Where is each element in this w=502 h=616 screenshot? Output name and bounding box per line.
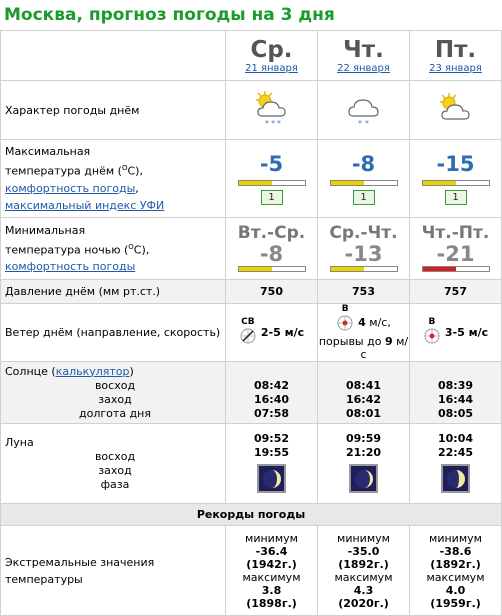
- sunrise-time: 08:41: [345, 378, 381, 392]
- record-max-value: 4.3: [353, 583, 374, 597]
- svg-text:*: *: [270, 118, 275, 128]
- gusts-value: 9: [384, 335, 393, 348]
- wind-row: [1, 304, 502, 362]
- weather-label: Характер погоды днём: [1, 81, 226, 140]
- record-min-label: минимум: [245, 531, 298, 545]
- day-header: [318, 31, 410, 81]
- wind-direction: В: [428, 317, 436, 327]
- wind-label: Ветер днём (направление, скорость): [1, 304, 226, 362]
- tmin-row: [1, 218, 502, 280]
- record-max-year: (1959г.): [430, 596, 481, 610]
- moonset-time: 19:55: [253, 446, 289, 459]
- day-name: Ср.: [250, 37, 293, 63]
- pressure-row: [1, 280, 502, 304]
- comfort-bar-fill: [331, 267, 364, 271]
- tmin-cell: [410, 218, 502, 280]
- comfort-badge: 1: [261, 190, 283, 205]
- extreme-label: [1, 526, 226, 616]
- moonrise-time: 10:04: [437, 432, 473, 445]
- record-min-value: -35.0: [347, 544, 380, 558]
- pressure-value: 757: [410, 280, 502, 304]
- record-min-year: (1942г.): [246, 557, 297, 571]
- cloud-sun-icon: [436, 89, 476, 129]
- record-min-label: минимум: [429, 531, 482, 545]
- pressure-label: Давление днём (мм рт.ст.): [1, 280, 226, 304]
- daylength-label: долгота дня: [79, 406, 151, 420]
- comfort-bar: [422, 266, 490, 272]
- sun-cell: [410, 362, 502, 424]
- moonset-label: заход: [98, 463, 132, 477]
- extreme-label-line2: температуры: [5, 572, 83, 586]
- tmin-label: [1, 218, 226, 280]
- tmax-cell: [318, 140, 410, 218]
- sun-cell: [226, 362, 318, 424]
- tmin-value: -8: [259, 241, 284, 266]
- uv-bar: [330, 180, 398, 186]
- tmax-cell: [410, 140, 502, 218]
- daylength-value: 07:58: [253, 406, 289, 420]
- sunset-label: заход: [98, 392, 132, 406]
- moonrise-label: восход: [94, 449, 136, 463]
- sun-title-end: ): [129, 364, 134, 378]
- moon-cell: [226, 424, 318, 504]
- cloud-snow-icon: [344, 89, 384, 129]
- sun-cell: [318, 362, 410, 424]
- sun-title: Солнце (: [5, 364, 56, 378]
- uv-bar: [238, 180, 306, 186]
- comfort-link[interactable]: комфортность погоды: [5, 260, 136, 274]
- tmin-cell: [318, 218, 410, 280]
- wind-speed: 3-5 м/с: [444, 326, 489, 339]
- wind-speed: 2-5 м/с: [260, 326, 305, 339]
- wind-speed: 4: [358, 316, 366, 329]
- wind-cell: [226, 304, 318, 362]
- moon-row: [1, 424, 502, 504]
- records-row: [1, 526, 502, 616]
- extreme-label-line1: Экстремальные значения: [5, 555, 155, 569]
- wind-cell: [318, 304, 410, 362]
- day-name: Пт.: [434, 37, 477, 63]
- records-cell: [226, 526, 318, 616]
- tmax-label: [1, 140, 226, 218]
- moon-phase-icon: [349, 464, 378, 493]
- moon-cell: [410, 424, 502, 504]
- uv-index-link[interactable]: максимальный индекс УФИ: [5, 198, 165, 212]
- uv-bar: [422, 180, 490, 186]
- tmax-cell: [226, 140, 318, 218]
- day-header: [226, 31, 318, 81]
- records-cell: [318, 526, 410, 616]
- moonset-time: 22:45: [437, 446, 473, 459]
- record-min-year: (1892г.): [430, 557, 481, 571]
- day-header-row: [1, 31, 502, 81]
- gusts-prefix: порывы до: [318, 335, 382, 348]
- tmin-value: -21: [436, 241, 475, 266]
- sunset-time: 16:40: [253, 392, 289, 406]
- moon-phase-icon: [441, 464, 470, 493]
- tmin-label-line1: Минимальная: [5, 223, 86, 237]
- day-header: [410, 31, 502, 81]
- sunrise-time: 08:39: [437, 378, 473, 392]
- moonrise-time: 09:59: [345, 432, 381, 445]
- record-max-label: максимум: [426, 570, 485, 584]
- record-max-year: (1898г.): [246, 596, 297, 610]
- weather-cell: [318, 81, 410, 140]
- svg-text:*: *: [357, 118, 362, 128]
- comfort-bar: [330, 266, 398, 272]
- svg-text:*: *: [364, 118, 369, 128]
- sun-row: [1, 362, 502, 424]
- comma: ,: [135, 181, 139, 195]
- record-max-value: 3.8: [261, 583, 282, 597]
- tmax-label-line2-end: C),: [127, 164, 143, 178]
- moon-cell: [318, 424, 410, 504]
- wind-compass-icon: [423, 327, 441, 345]
- tmax-value: -5: [259, 152, 284, 176]
- record-min-year: (1892г.): [338, 557, 389, 571]
- wind-compass-icon: [239, 327, 257, 345]
- records-header: Рекорды погоды: [1, 504, 502, 526]
- tmin-value: -13: [344, 241, 383, 266]
- degree-sign: O: [121, 164, 128, 173]
- daylength-value: 08:01: [345, 406, 381, 420]
- gusts-unit: м/с: [360, 335, 409, 361]
- tmax-label-line1: Максимальная: [5, 145, 91, 159]
- record-max-label: максимум: [334, 570, 393, 584]
- svg-text:*: *: [264, 118, 269, 128]
- tmin-cell: [226, 218, 318, 280]
- weather-cell: [410, 81, 502, 140]
- daylength-value: 08:05: [437, 406, 473, 420]
- comfort-link[interactable]: комфортность погоды: [5, 181, 136, 195]
- comfort-badge: 1: [445, 190, 467, 205]
- calculator-link[interactable]: калькулятор: [55, 364, 130, 378]
- record-max-year: (2020г.): [338, 596, 389, 610]
- wind-direction: СВ: [241, 317, 255, 327]
- sunrise-label: восход: [94, 378, 136, 392]
- day-name: Чт.: [343, 37, 384, 63]
- record-min-value: -36.4: [255, 544, 288, 558]
- tmin-range: Чт.-Пт.: [421, 222, 490, 243]
- records-header-row: [1, 504, 502, 526]
- record-max-value: 4.0: [445, 583, 466, 597]
- wind-compass-icon: [336, 314, 354, 332]
- sunset-time: 16:42: [345, 392, 381, 406]
- day-date-link[interactable]: 21 января: [245, 63, 298, 74]
- uv-bar-fill: [423, 181, 456, 185]
- sunrise-time: 08:42: [253, 378, 289, 392]
- tmax-value: -8: [351, 152, 376, 176]
- forecast-table: [0, 30, 502, 616]
- day-date-link[interactable]: 22 января: [337, 63, 390, 74]
- weather-cell: [226, 81, 318, 140]
- svg-text:*: *: [276, 118, 281, 128]
- records-cell: [410, 526, 502, 616]
- moon-title: Луна: [5, 435, 34, 449]
- uv-bar-fill: [239, 181, 272, 185]
- comfort-bar-fill: [239, 267, 272, 271]
- comfort-badge: 1: [353, 190, 375, 205]
- sun-label: [1, 362, 226, 424]
- record-min-value: -38.6: [439, 544, 472, 558]
- cloud-snow-sun-icon: [252, 89, 292, 129]
- moon-label: [1, 424, 226, 504]
- wind-direction: В: [341, 304, 349, 314]
- tmin-label-line2-end: C),: [133, 243, 150, 257]
- wind-unit: м/с,: [369, 316, 391, 329]
- day-date-link[interactable]: 23 января: [429, 63, 482, 74]
- comfort-bar-fill: [423, 267, 456, 271]
- tmin-range: Вт.-Ср.: [237, 222, 306, 243]
- degree-sign: O: [128, 242, 134, 251]
- moonrise-time: 09:52: [253, 432, 289, 445]
- moon-phase-icon: [257, 464, 286, 493]
- uv-bar-fill: [331, 181, 364, 185]
- page-title: Москва, прогноз погоды на 3 дня: [0, 0, 502, 30]
- tmax-row: [1, 140, 502, 218]
- sunset-time: 16:44: [437, 392, 473, 406]
- header-empty-cell: [1, 31, 226, 81]
- record-max-label: максимум: [242, 570, 301, 584]
- tmin-range: Ср.-Чт.: [329, 222, 398, 243]
- moonset-time: 21:20: [345, 446, 381, 459]
- tmax-label-line2: температура днём (: [5, 164, 122, 178]
- tmin-label-line2: температура ночью (: [5, 243, 129, 257]
- wind-cell: [410, 304, 502, 362]
- record-min-label: минимум: [337, 531, 390, 545]
- pressure-value: 753: [318, 280, 410, 304]
- comfort-bar: [238, 266, 306, 272]
- pressure-value: 750: [226, 280, 318, 304]
- tmax-value: -15: [436, 152, 475, 176]
- phase-label: фаза: [100, 477, 130, 491]
- weather-row: [1, 81, 502, 140]
